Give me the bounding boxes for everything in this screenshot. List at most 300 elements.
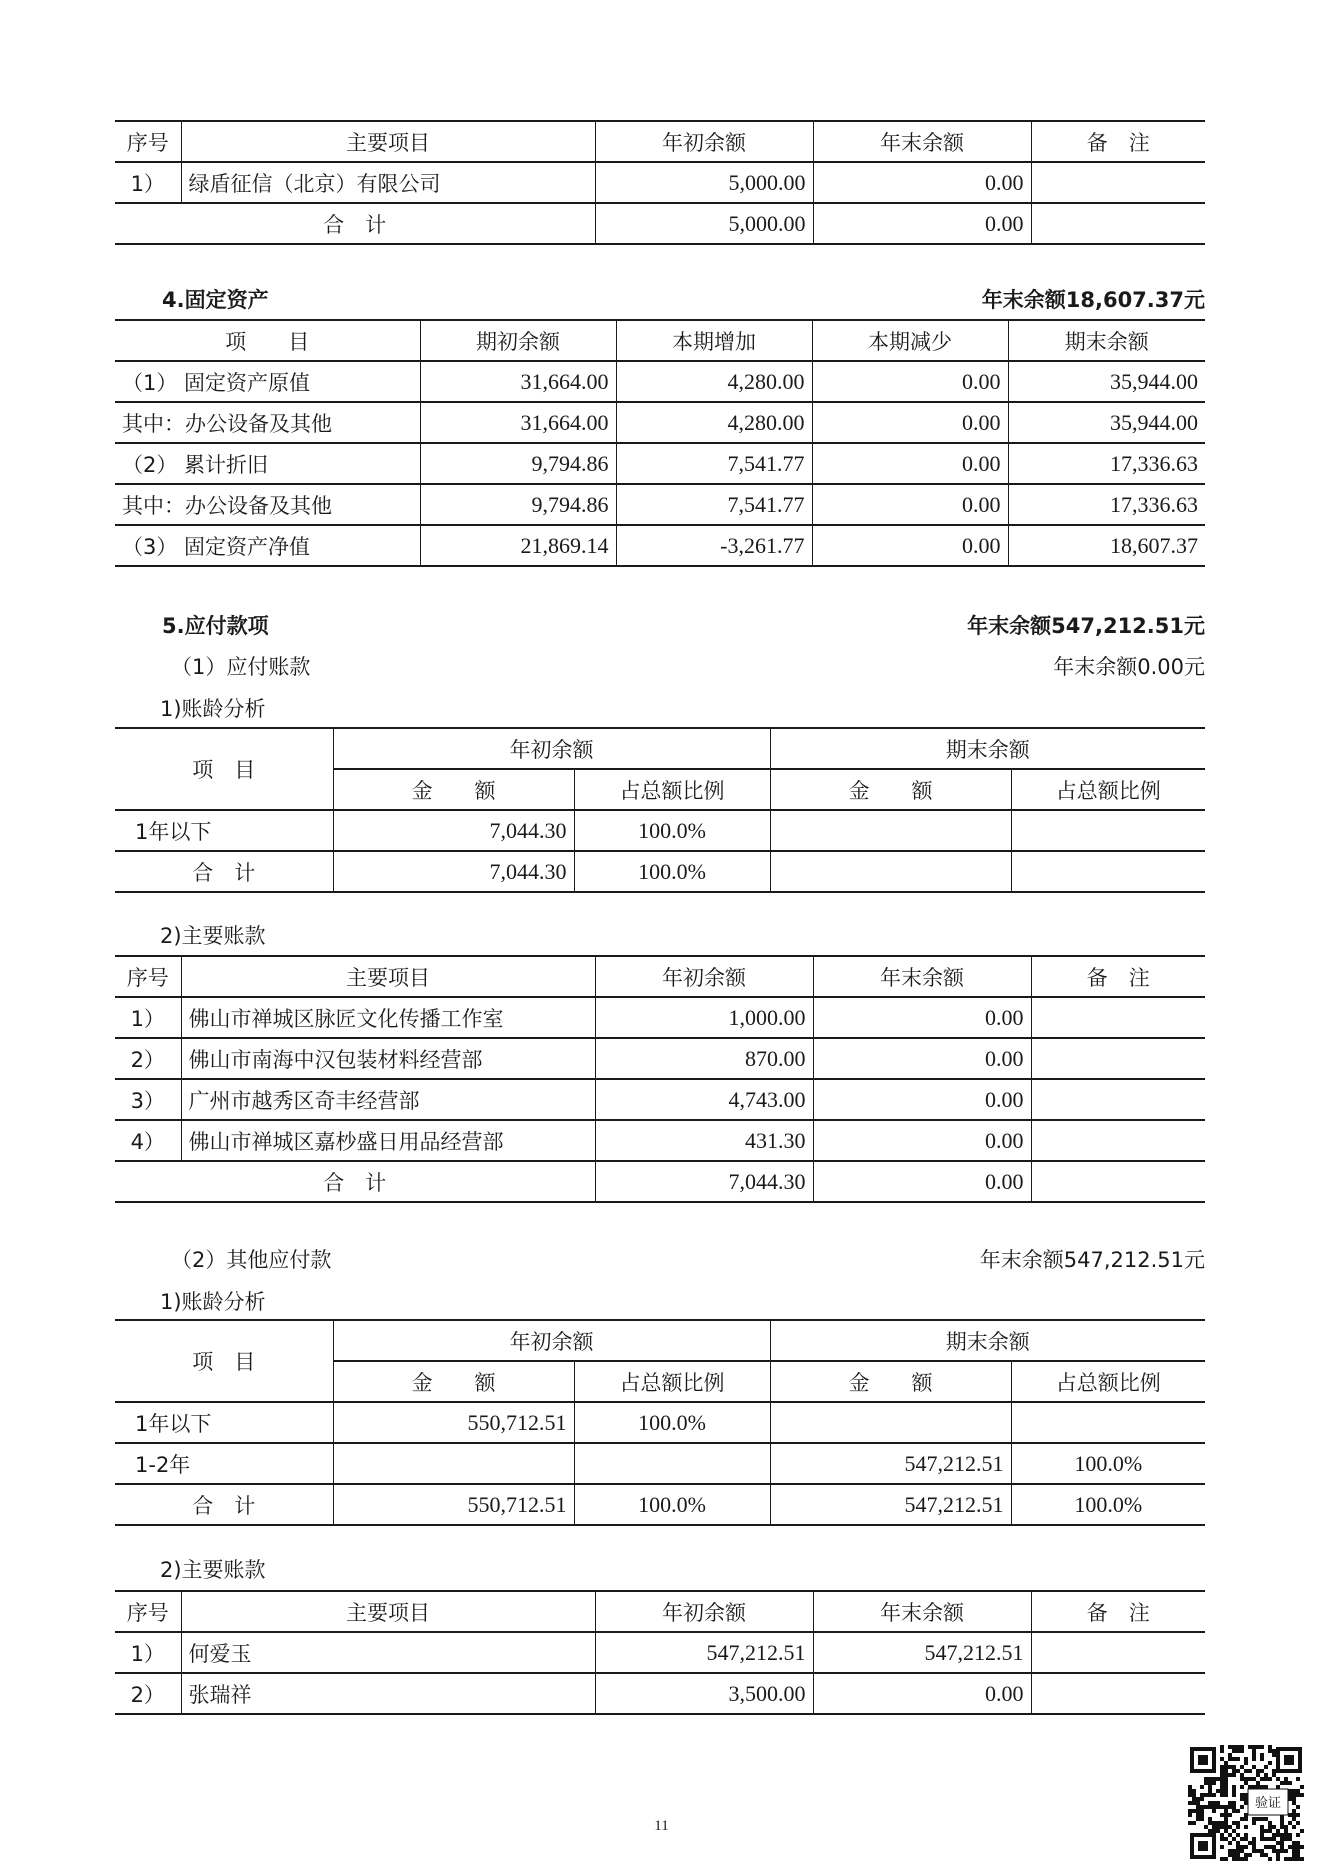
qr-module	[1244, 1845, 1248, 1849]
qr-module	[1244, 1825, 1248, 1829]
qr-module	[1292, 1801, 1296, 1805]
header-begin-amount: 金 额	[333, 1361, 574, 1402]
qr-module	[1232, 1829, 1236, 1833]
row-begin: 1,000.00	[595, 997, 813, 1038]
qr-module	[1220, 1757, 1224, 1761]
qr-module	[1232, 1773, 1236, 1777]
qr-module	[1188, 1821, 1192, 1825]
row-begin-amount	[333, 1443, 574, 1484]
qr-module	[1288, 1833, 1292, 1837]
table-row	[115, 1038, 1205, 1079]
row-end-ratio: 100.0%	[1011, 1443, 1205, 1484]
header-begin: 年初余额	[595, 1591, 813, 1632]
qr-module	[1224, 1817, 1228, 1821]
qr-module	[1248, 1785, 1252, 1789]
qr-module	[1252, 1785, 1256, 1789]
qr-module	[1196, 1801, 1200, 1805]
qr-module	[1208, 1785, 1212, 1789]
qr-module	[1240, 1745, 1244, 1749]
header-end: 年末余额	[813, 121, 1031, 162]
qr-module	[1280, 1845, 1284, 1849]
qr-module	[1260, 1785, 1264, 1789]
qr-module	[1188, 1793, 1192, 1797]
row-end: 35,944.00	[1008, 402, 1205, 443]
qr-module	[1244, 1857, 1248, 1861]
qr-module	[1296, 1849, 1300, 1853]
qr-module	[1236, 1825, 1240, 1829]
qr-module	[1260, 1853, 1264, 1857]
qr-module	[1276, 1785, 1280, 1789]
table-row	[115, 402, 1205, 443]
ap-title: （1）应付账款	[171, 655, 311, 679]
qr-module	[1236, 1757, 1240, 1761]
table-row	[115, 1443, 1205, 1484]
row-begin: 431.30	[595, 1120, 813, 1161]
qr-module	[1188, 1809, 1192, 1813]
qr-module	[1224, 1785, 1228, 1789]
qr-module	[1200, 1813, 1204, 1817]
qr-module	[1300, 1829, 1304, 1833]
qr-module	[1220, 1821, 1224, 1825]
qr-module	[1296, 1821, 1300, 1825]
other-main-table	[115, 1590, 1205, 1715]
qr-module	[1244, 1817, 1248, 1821]
qr-module	[1212, 1777, 1216, 1781]
header-item: 主要项目	[181, 1591, 595, 1632]
qr-module	[1220, 1805, 1224, 1809]
qr-module	[1212, 1821, 1216, 1825]
qr-module	[1276, 1777, 1280, 1781]
qr-module	[1276, 1853, 1280, 1857]
qr-module	[1240, 1785, 1244, 1789]
fixed-assets-heading	[115, 284, 1205, 318]
row-begin: 31,664.00	[420, 402, 616, 443]
header-begin: 期初余额	[420, 320, 616, 361]
row-end: 0.00	[813, 1673, 1031, 1714]
header-item: 项 目	[115, 320, 420, 361]
table-row	[115, 484, 1205, 525]
qr-module	[1232, 1793, 1236, 1797]
fixed-assets-block	[115, 319, 1205, 567]
qr-module	[1248, 1777, 1252, 1781]
qr-module	[1192, 1789, 1196, 1793]
row-increase: 4,280.00	[616, 361, 812, 402]
row-decrease: 0.00	[812, 402, 1008, 443]
ap-main-block	[115, 955, 1205, 1203]
qr-module	[1224, 1821, 1228, 1825]
qr-module	[1232, 1853, 1236, 1857]
qr-module	[1296, 1805, 1300, 1809]
header-end-amount: 金 额	[770, 769, 1011, 810]
fixed-assets-year-end: 年末余额18,607.37元	[981, 288, 1205, 312]
total-end: 0.00	[813, 1161, 1031, 1202]
qr-module	[1212, 1781, 1216, 1785]
qr-module	[1272, 1849, 1276, 1853]
qr-module	[1264, 1817, 1268, 1821]
row-end: 0.00	[813, 1079, 1031, 1120]
row-begin: 9,794.86	[420, 484, 616, 525]
qr-module	[1244, 1837, 1248, 1841]
row-seq: 4）	[115, 1120, 181, 1161]
table-row	[115, 1673, 1205, 1714]
header-decrease: 本期减少	[812, 320, 1008, 361]
other-aging-title: 1)账龄分析	[160, 1290, 266, 1314]
total-label: 合 计	[115, 203, 595, 244]
qr-module	[1228, 1849, 1232, 1853]
total-label: 合 计	[115, 1161, 595, 1202]
qr-module	[1232, 1849, 1236, 1853]
payables-year-end: 年末余额547,212.51元	[967, 614, 1205, 638]
qr-module	[1268, 1845, 1272, 1849]
qr-module	[1192, 1801, 1196, 1805]
qr-module	[1268, 1857, 1272, 1861]
qr-module	[1216, 1825, 1220, 1829]
qr-module	[1256, 1781, 1260, 1785]
qr-module	[1196, 1809, 1200, 1813]
qr-module	[1228, 1853, 1232, 1857]
qr-module	[1244, 1813, 1248, 1817]
qr-module	[1228, 1745, 1232, 1749]
qr-module	[1220, 1837, 1224, 1841]
row-begin: 5,000.00	[595, 162, 813, 203]
qr-module	[1220, 1789, 1224, 1793]
row-increase: 7,541.77	[616, 484, 812, 525]
qr-module	[1200, 1797, 1204, 1801]
qr-module	[1204, 1781, 1208, 1785]
qr-module	[1232, 1769, 1236, 1773]
row-seq: 1）	[115, 997, 181, 1038]
qr-module	[1292, 1857, 1296, 1861]
qr-module	[1240, 1793, 1244, 1797]
header-seq: 序号	[115, 1591, 181, 1632]
qr-module	[1268, 1829, 1272, 1833]
header-end: 期末余额	[770, 1320, 1205, 1361]
qr-module	[1220, 1781, 1224, 1785]
qr-module	[1204, 1805, 1208, 1809]
qr-module	[1204, 1777, 1208, 1781]
other-main-title: 2)主要账款	[160, 1558, 266, 1582]
table-header-row	[115, 1320, 1205, 1361]
qr-module	[1288, 1797, 1292, 1801]
qr-module	[1236, 1849, 1240, 1853]
row-item: 其中：办公设备及其他	[115, 402, 420, 443]
row-end-amount: 547,212.51	[770, 1443, 1011, 1484]
qr-module	[1200, 1817, 1204, 1821]
total-end-amount: 547,212.51	[770, 1484, 1011, 1525]
qr-module	[1296, 1777, 1300, 1781]
qr-module	[1288, 1781, 1292, 1785]
qr-module	[1252, 1749, 1256, 1753]
qr-module	[1228, 1813, 1232, 1817]
qr-module	[1196, 1797, 1200, 1801]
qr-module	[1296, 1789, 1300, 1793]
qr-module	[1272, 1773, 1276, 1777]
qr-module	[1224, 1777, 1228, 1781]
row-end-ratio	[1011, 810, 1205, 851]
total-end-ratio	[1011, 851, 1205, 892]
table-a	[115, 120, 1205, 245]
row-item: 其中：办公设备及其他	[115, 484, 420, 525]
qr-module	[1232, 1801, 1236, 1805]
row-item: 张瑞祥	[181, 1673, 595, 1714]
qr-module	[1208, 1781, 1212, 1785]
qr-module	[1244, 1797, 1248, 1801]
qr-module	[1272, 1769, 1276, 1773]
row-end: 0.00	[813, 1038, 1031, 1079]
header-note: 备 注	[1031, 121, 1205, 162]
row-note	[1031, 1120, 1205, 1161]
qr-module	[1220, 1857, 1224, 1861]
qr-module	[1192, 1793, 1196, 1797]
header-end-amount: 金 额	[770, 1361, 1011, 1402]
qr-module	[1220, 1777, 1224, 1781]
qr-module	[1264, 1853, 1268, 1857]
qr-module	[1252, 1849, 1256, 1853]
row-seq: 2）	[115, 1038, 181, 1079]
qr-module	[1256, 1773, 1260, 1777]
qr-module	[1260, 1777, 1264, 1781]
qr-module	[1300, 1857, 1304, 1861]
header-end: 年末余额	[813, 1591, 1031, 1632]
header-end: 年末余额	[813, 956, 1031, 997]
row-begin: 870.00	[595, 1038, 813, 1079]
table-row	[115, 1120, 1205, 1161]
row-note	[1031, 1079, 1205, 1120]
qr-module	[1296, 1841, 1300, 1845]
header-end: 期末余额	[770, 728, 1205, 769]
page-number: 11	[654, 1818, 669, 1834]
qr-module	[1256, 1745, 1260, 1749]
qr-module	[1288, 1845, 1292, 1849]
qr-module	[1260, 1745, 1264, 1749]
qr-module	[1188, 1789, 1192, 1793]
qr-module	[1284, 1781, 1288, 1785]
qr-module	[1296, 1853, 1300, 1857]
qr-module	[1292, 1825, 1296, 1829]
other-payables-title: （2）其他应付款	[171, 1248, 332, 1272]
qr-module	[1244, 1793, 1248, 1797]
qr-module	[1236, 1769, 1240, 1773]
qr-module	[1216, 1777, 1220, 1781]
row-item: 广州市越秀区奇丰经营部	[181, 1079, 595, 1120]
qr-module	[1296, 1793, 1300, 1797]
qr-module	[1256, 1769, 1260, 1773]
qr-module	[1240, 1837, 1244, 1841]
qr-module	[1188, 1785, 1192, 1789]
qr-module	[1284, 1837, 1288, 1841]
qr-module	[1240, 1805, 1244, 1809]
qr-module	[1216, 1789, 1220, 1793]
qr-module	[1260, 1825, 1264, 1829]
row-end: 35,944.00	[1008, 361, 1205, 402]
qr-module	[1232, 1745, 1236, 1749]
qr-module	[1240, 1845, 1244, 1849]
header-begin-amount: 金 额	[333, 769, 574, 810]
row-end-amount	[770, 1402, 1011, 1443]
row-increase: 4,280.00	[616, 402, 812, 443]
qr-module	[1228, 1757, 1232, 1761]
qr-module	[1264, 1773, 1268, 1777]
row-decrease: 0.00	[812, 361, 1008, 402]
qr-module	[1208, 1829, 1212, 1833]
ap-aging-table	[115, 727, 1205, 893]
qr-module	[1280, 1825, 1284, 1829]
row-end: 0.00	[813, 1120, 1031, 1161]
total-label: 合 计	[115, 851, 333, 892]
table-row	[115, 361, 1205, 402]
qr-module	[1216, 1821, 1220, 1825]
qr-module	[1240, 1797, 1244, 1801]
qr-module	[1220, 1745, 1224, 1749]
row-begin: 3,500.00	[595, 1673, 813, 1714]
qr-module	[1252, 1765, 1256, 1769]
qr-module	[1240, 1817, 1244, 1821]
qr-module	[1268, 1825, 1272, 1829]
qr-stamp-text: 验证	[1254, 1796, 1282, 1811]
row-begin-ratio: 100.0%	[574, 810, 770, 851]
ap-aging-block	[115, 727, 1205, 893]
qr-module	[1224, 1765, 1228, 1769]
qr-module	[1232, 1837, 1236, 1841]
qr-module	[1268, 1821, 1272, 1825]
ap-year-end: 年末余额0.00元	[1053, 655, 1205, 679]
row-end: 17,336.63	[1008, 484, 1205, 525]
header-end: 期末余额	[1008, 320, 1205, 361]
header-increase: 本期增加	[616, 320, 812, 361]
qr-module	[1244, 1801, 1248, 1805]
qr-module	[1208, 1789, 1212, 1793]
qr-module	[1272, 1845, 1276, 1849]
table-row	[115, 443, 1205, 484]
row-end: 547,212.51	[813, 1632, 1031, 1673]
row-begin-ratio: 100.0%	[574, 1402, 770, 1443]
qr-module	[1248, 1841, 1252, 1845]
qr-module	[1292, 1789, 1296, 1793]
qr-module	[1244, 1777, 1248, 1781]
qr-module	[1212, 1793, 1216, 1797]
row-item: 1年以下	[115, 810, 333, 851]
qr-module	[1288, 1789, 1292, 1793]
qr-module	[1208, 1777, 1212, 1781]
qr-module	[1268, 1837, 1272, 1841]
qr-module	[1216, 1829, 1220, 1833]
qr-module	[1212, 1825, 1216, 1829]
qr-module	[1292, 1797, 1296, 1801]
qr-module	[1236, 1841, 1240, 1845]
table-row	[115, 1402, 1205, 1443]
other-payables-year-end: 年末余额547,212.51元	[979, 1248, 1205, 1272]
table-header-row	[115, 320, 1205, 361]
row-item: （2） 累计折旧	[115, 443, 420, 484]
qr-module	[1292, 1853, 1296, 1857]
qr-module	[1212, 1829, 1216, 1833]
qr-module	[1200, 1809, 1204, 1813]
qr-module	[1240, 1749, 1244, 1753]
row-note	[1031, 162, 1205, 203]
qr-module	[1256, 1785, 1260, 1789]
qr-module	[1264, 1845, 1268, 1849]
qr-module	[1272, 1837, 1276, 1841]
total-row	[115, 203, 1205, 244]
row-item: 何爱玉	[181, 1632, 595, 1673]
header-item: 主要项目	[181, 956, 595, 997]
table-row	[115, 997, 1205, 1038]
qr-module	[1244, 1761, 1248, 1765]
header-item: 项 目	[115, 1320, 333, 1402]
qr-module	[1276, 1857, 1280, 1861]
qr-module	[1228, 1765, 1232, 1769]
qr-module	[1232, 1789, 1236, 1793]
header-begin-ratio: 占总额比例	[574, 1361, 770, 1402]
row-note	[1031, 1632, 1205, 1673]
qr-module	[1280, 1837, 1284, 1841]
qr-module	[1224, 1805, 1228, 1809]
header-begin: 年初余额	[333, 1320, 770, 1361]
table-header-row	[115, 728, 1205, 769]
qr-module	[1244, 1769, 1248, 1773]
total-begin: 7,044.30	[595, 1161, 813, 1202]
qr-module	[1228, 1801, 1232, 1805]
row-item: （3） 固定资产净值	[115, 525, 420, 566]
qr-code-icon	[1188, 1745, 1304, 1861]
qr-module	[1232, 1805, 1236, 1809]
total-row	[115, 1484, 1205, 1525]
qr-module	[1280, 1841, 1284, 1845]
qr-module	[1224, 1829, 1228, 1833]
header-item: 项 目	[115, 728, 333, 810]
table-header-row	[115, 1591, 1205, 1632]
row-end: 18,607.37	[1008, 525, 1205, 566]
qr-module	[1260, 1757, 1264, 1761]
qr-module	[1224, 1761, 1228, 1765]
row-item: 绿盾征信（北京）有限公司	[181, 162, 595, 203]
row-end-ratio	[1011, 1402, 1205, 1443]
qr-module	[1192, 1821, 1196, 1825]
qr-module	[1220, 1845, 1224, 1849]
qr-module	[1228, 1841, 1232, 1845]
qr-module	[1220, 1765, 1224, 1769]
qr-module	[1188, 1801, 1192, 1805]
qr-module	[1260, 1817, 1264, 1821]
row-begin: 9,794.86	[420, 443, 616, 484]
qr-module	[1224, 1857, 1228, 1861]
table-header-row	[115, 121, 1205, 162]
qr-module	[1208, 1793, 1212, 1797]
other-payables-heading	[115, 1244, 1205, 1278]
qr-module	[1228, 1753, 1232, 1757]
header-end-ratio: 占总额比例	[1011, 769, 1205, 810]
ap-main-table	[115, 955, 1205, 1203]
row-item: （1） 固定资产原值	[115, 361, 420, 402]
qr-module	[1212, 1805, 1216, 1809]
table-row	[115, 1079, 1205, 1120]
qr-module	[1260, 1769, 1264, 1773]
qr-module	[1232, 1809, 1236, 1813]
qr-module	[1292, 1809, 1296, 1813]
qr-module	[1244, 1781, 1248, 1785]
qr-module	[1252, 1845, 1256, 1849]
qr-module	[1288, 1857, 1292, 1861]
header-begin: 年初余额	[333, 728, 770, 769]
qr-code-graphic	[1188, 1745, 1304, 1861]
table-row	[115, 525, 1205, 566]
qr-module	[1272, 1753, 1276, 1757]
total-end-amount	[770, 851, 1011, 892]
row-end: 0.00	[813, 997, 1031, 1038]
qr-module	[1236, 1745, 1240, 1749]
qr-module	[1288, 1821, 1292, 1825]
row-end: 0.00	[813, 162, 1031, 203]
